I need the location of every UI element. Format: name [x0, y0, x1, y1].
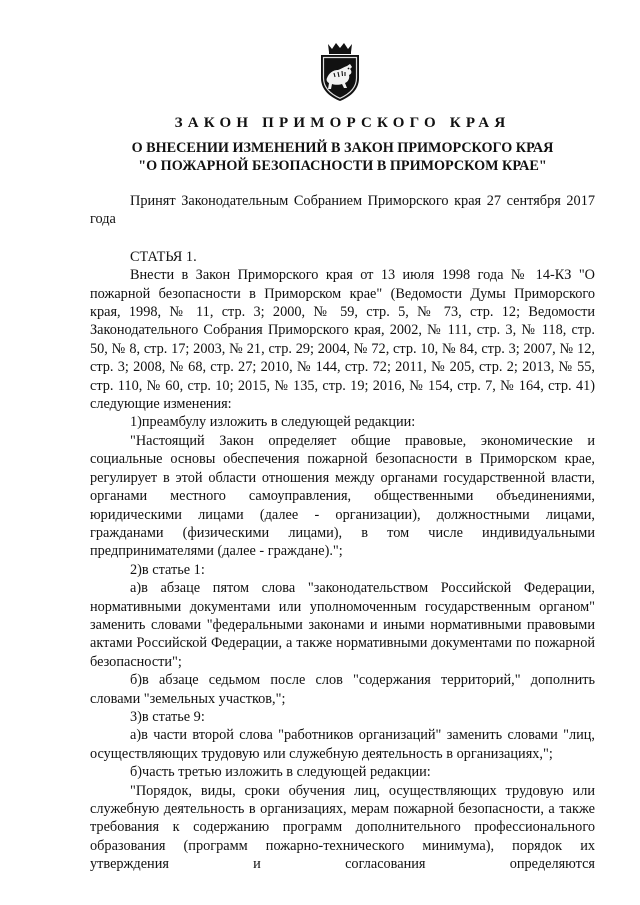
paragraph-item-3: 3)в статье 9: [130, 708, 205, 725]
article-heading: СТАТЬЯ 1. [130, 248, 197, 265]
spacer [90, 229, 595, 248]
paragraph-training-order: "Порядок, виды, сроки обучения лиц, осуществляющих трудовую или служебную деятельность в организациях, мерам пожарной безопасности, а также требования к содержанию программ дополнительного профессионального образования (программ пожарно-технического минимума), порядок их утверждения и согласования определяются [90, 782, 595, 873]
adoption-statement: Принят Законодательным Собранием Приморского края 27 сентября 2017 года [90, 193, 595, 228]
law-subtitle [90, 139, 595, 175]
law-body [90, 192, 595, 874]
paragraph-item-3b: б)часть третью изложить в следующей редакции: [130, 764, 431, 781]
paragraph-item-1: 1)преамбулу изложить в следующей редакции: [130, 414, 416, 431]
paragraph-preamble-text: "Настоящий Закон определяет общие правовые, экономические и социальные основы обеспечения пожарной безопасности в Приморском крае, регулирует в этой области отношения между органами государственной власти, органами местного самоуправления, общественными объединениями, юридическими лицами (далее - организации), должностными лицами, гражданами (физическими лицами), в том числе индивидуальными предпринимателями (далее - граждане)."; [90, 432, 595, 560]
paragraph-item-3a: а)в части второй слова "работников организаций" заменить словами "лиц, осуществляющих трудовую или служебную деятельность в организациях,"; [90, 727, 595, 762]
paragraph-item-2a: а)в абзаце пятом слова "законодательством Российской Федерации, нормативными документами или уполномоченным государственным органом" заменить словами "федеральными законами и иными нормативными правовыми актами Российской Федерации, а также нормативными документами по пожарной безопасности"; [90, 580, 595, 670]
paragraph-item-2: 2)в статье 1: [130, 561, 205, 578]
document-page [90, 0, 595, 905]
paragraph-item-2b: б)в абзаце седьмом после слов "содержания территорий," дополнить словами "земельных участков,"; [90, 672, 595, 707]
paragraph-amendment-intro: Внести в Закон Приморского края от 13 июля 1998 года № 14-КЗ "О пожарной безопасности в Приморском крае" (Ведомости Думы Приморского края, 1998, № 11, стр. 3; 2000, № 59, стр. 5, № 73, стр. 12; Ведомости Законодательного Собрания Приморского края, 2002, № 111, стр. 3, № 118, стр. 50, № 8, стр. 17; 2003, № 21, стр. 29; 2004, № 72, стр. 10, № 84, стр. 3; 2007, № 12, стр. 3; 2008, № 68, стр. 27; 2010, № 144, стр. 72; 2011, № 205, стр. 2; 2013, № 55, стр. 110, № 60, стр. 10; 2015, № 135, стр. 19; 2016, № 154, стр. 7, № 164, стр. 41) следующие изменения: [90, 267, 595, 413]
law-title: ЗАКОН ПРИМОРСКОГО КРАЯ [174, 115, 511, 131]
law-subtitle-line-1: О ВНЕСЕНИИ ИЗМЕНЕНИЙ В ЗАКОН ПРИМОРСКОГО КРАЯ [131, 140, 554, 156]
coat-of-arms-icon [314, 42, 366, 102]
law-subtitle-line-2: "О ПОЖАРНОЙ БЕЗОПАСНОСТИ В ПРИМОРСКОМ КРАЕ" [138, 158, 547, 174]
